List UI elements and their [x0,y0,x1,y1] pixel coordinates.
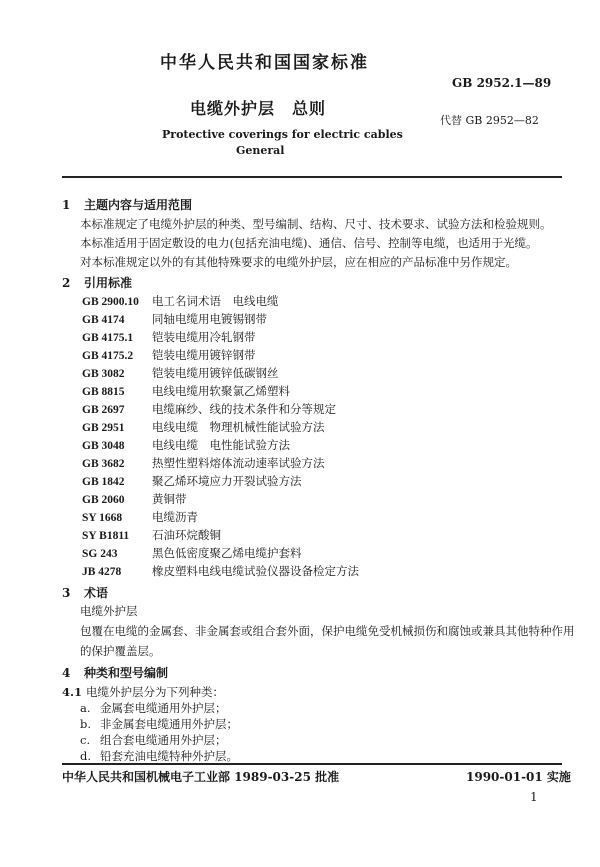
reference-code: GB 8815 [82,386,125,398]
reference-row [82,545,302,561]
reference-code: SG 243 [82,548,118,560]
list-marker: b. [80,717,92,731]
clause-4-1 [62,684,224,700]
reference-code: GB 1842 [82,476,125,488]
reference-name: 橡皮塑料电线电缆试验仪器设备检定方法 [152,564,359,578]
section-number: 2 [62,276,71,290]
reference-name: 铠装电缆用冷轧钢带 [152,330,256,344]
page-number: 1 [530,790,538,804]
reference-name: 电线电缆 物理机械性能试验方法 [152,420,325,434]
list-item [80,716,238,732]
reference-row [82,383,290,399]
reference-code: SY 1668 [82,512,123,524]
section-1-paragraph: 本标准规定了电缆外护层的种类、型号编制、结构、尺寸、技术要求、试验方法和检验规则。 [80,217,552,231]
clause-number: 4.1 [62,685,83,699]
reference-row [82,419,325,435]
list-item [80,748,238,764]
header-rule [62,176,562,178]
reference-code: JB 4278 [82,566,122,578]
section-number: 3 [62,586,71,600]
section-1-paragraph: 对本标准规定以外的有其他特殊要求的电缆外护层，应在相应的产品标准中另作规定。 [80,255,517,269]
section-1-heading [62,196,192,213]
reference-row [82,365,279,381]
reference-row [82,491,187,507]
reference-name: 铠装电缆用镀锌低碳钢丝 [152,366,279,380]
reference-code: GB 2951 [82,422,125,434]
reference-name: 聚乙烯环境应力开裂试验方法 [152,474,302,488]
reference-row [82,347,256,363]
reference-code: GB 2060 [82,494,125,506]
reference-code: GB 3048 [82,440,125,452]
reference-row [82,401,336,417]
section-number: 1 [62,198,71,212]
approval-line: 中华人民共和国机械电子工业部 1989-03-25 批准 [62,770,340,784]
reference-row [82,293,279,309]
section-1-paragraph: 本标准适用于固定敷设的电力(包括充油电缆)、通信、信号、控制等电缆，也适用于光缆。 [80,236,538,250]
reference-row [82,455,325,471]
reference-row [82,437,290,453]
list-item [80,732,227,748]
reference-name: 电工名词术语 电线电缆 [152,294,279,308]
reference-row [82,563,359,579]
clause-text: 电缆外护层分为下列种类： [86,685,224,699]
section-2-heading [62,274,132,291]
section-title: 术语 [84,586,109,600]
reference-code: GB 3082 [82,368,125,380]
replaces-standard: 代替 GB 2952—82 [440,114,539,127]
reference-row [82,473,302,489]
list-item [80,700,227,716]
list-item-text: 组合套电缆通用外护层； [100,733,227,747]
reference-code: SY B1811 [82,530,130,542]
section-4-heading [62,664,168,681]
reference-row [82,527,221,543]
term-definition: 包覆在电缆的金属套、非金属套或组合套外面，保护电缆免受机械损伤和腐蚀或兼具其他特种作用的保护覆盖层。 [80,624,575,658]
national-standard-heading: 中华人民共和国国家标准 [160,53,369,73]
reference-code: GB 4175.2 [82,350,134,362]
reference-name: 石油环烷酸铜 [152,528,221,542]
list-marker: d. [80,749,92,763]
reference-name: 黑色低密度聚乙烯电缆护套料 [152,546,302,560]
document-title: 电缆外护层 总则 [190,99,327,118]
reference-code: GB 2900.10 [82,296,139,308]
list-item-text: 非金属套电缆通用外护层； [100,717,238,731]
list-item-text: 金属套电缆通用外护层； [100,701,227,715]
reference-row [82,329,256,345]
section-title: 主题内容与适用范围 [84,198,193,212]
list-item-text: 铅套充油电缆特种外护层。 [100,749,238,763]
reference-name: 黄铜带 [152,492,187,506]
english-title: Protective coverings for electric cables [162,128,403,141]
reference-name: 同轴电缆用电镀锡钢带 [152,312,267,326]
english-subtitle: General [236,144,285,157]
reference-code: GB 3682 [82,458,125,470]
reference-name: 电线电缆 电性能试验方法 [152,438,290,452]
list-marker: c. [80,733,91,747]
reference-code: GB 4174 [82,314,125,326]
implementation-date: 1990-01-01 实施 [466,770,571,784]
reference-row [82,311,267,327]
reference-code: GB 2697 [82,404,125,416]
section-title: 种类和型号编制 [84,666,169,680]
section-3-heading [62,584,108,601]
reference-name: 铠装电缆用镀锌钢带 [152,348,256,362]
reference-name: 电线电缆用软聚氯乙烯塑料 [152,384,290,398]
reference-row [82,509,198,525]
standard-number: GB 2952.1—89 [452,76,552,90]
reference-name: 电缆麻纱、线的技术条件和分等规定 [152,402,336,416]
reference-code: GB 4175.1 [82,332,134,344]
reference-name: 电缆沥青 [152,510,198,524]
section-number: 4 [62,666,71,680]
list-marker: a. [80,701,91,715]
section-title: 引用标准 [84,276,133,290]
term-name: 电缆外护层 [80,604,138,618]
reference-name: 热塑性塑料熔体流动速率试验方法 [152,456,325,470]
